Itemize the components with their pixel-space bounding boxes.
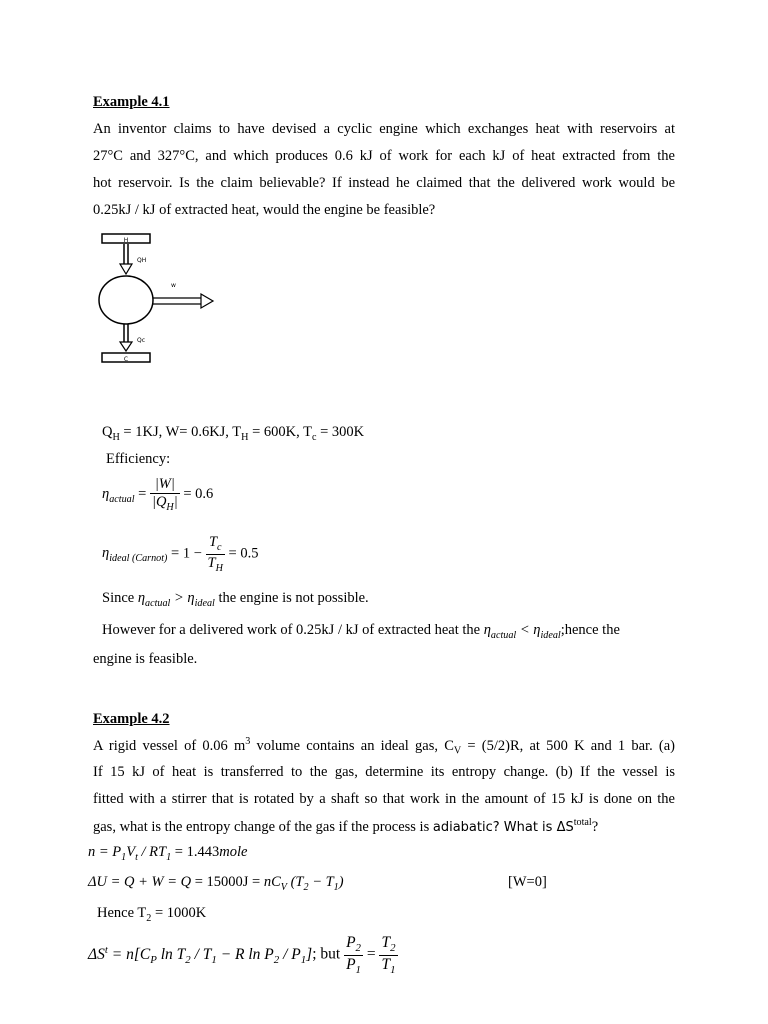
hot-reservoir-label: H bbox=[123, 237, 129, 244]
problem-line: hot reservoir. Is the claim believable? If instead he claimed that the delivered work would be bbox=[93, 175, 675, 191]
problem-line: If 15 kJ of heat is transferred to the gas, determine its entropy change. (b) If the vessel is bbox=[93, 764, 675, 780]
work-label: w bbox=[171, 282, 176, 289]
however-statement: However for a delivered work of 0.25kJ / kJ of extracted heat the $\eta_{actual}$ < $\eta_{ideal};hence$ the bbox=[102, 622, 620, 641]
problem-line: fitted with a stirrer that is rotated by a shaft so that work in the amount of 15 kJ is done on the bbox=[93, 791, 675, 807]
problem-line: 27°C and 327°C, and which produces 0.6 kJ of work for each kJ of heat extracted from the bbox=[93, 148, 675, 164]
eta-ideal-equation: $\eta_{ideal (Carnot)} = 1$ − $\frac{T_c}{T_H}$ = 0.5 bbox=[102, 534, 259, 574]
problem-line: An inventor claims to have devised a cyclic engine which exchanges heat with reservoirs at bbox=[93, 121, 675, 137]
heat-engine-diagram bbox=[95, 228, 225, 370]
eta-actual-equation: $\eta_{actual}$ = $\frac{|W|}{|Q_H|}$ = 0.6 bbox=[102, 476, 214, 513]
cold-reservoir-label: C bbox=[123, 356, 129, 363]
since-statement: Since $\eta_{actual} > \eta_{ideal}$ the engine is not possible. bbox=[102, 590, 369, 609]
problem-line: A rigid vessel of 0.06 $m^3$ volume contains an ideal gas, $C_V = (5/2)R$, at 500 K and 1 bar. (a) bbox=[93, 736, 676, 757]
example-4-2-heading: Example 4.2 bbox=[93, 711, 170, 727]
engine-circle bbox=[99, 276, 153, 324]
example-4-1-heading: Example 4.1 bbox=[93, 94, 170, 110]
given-values: $Q_H = 1KJ$, W= 0.6KJ, $T_H = 600K$, $T_c = 300K$ bbox=[102, 424, 365, 443]
work-arrow bbox=[153, 294, 213, 308]
moles-equation: $n = P_1V_t / RT_1$ = 1.443mole bbox=[88, 844, 248, 863]
however-line-2: engine is feasible. bbox=[93, 651, 198, 667]
entropy-equation: $\Delta S^t = n[C_P$ $\ln T_2 / T_1 - R$ $\ln P_2 / P_1$]; but $\frac{P_2}{P_1}$ = $\frac{T_2}{T_1}$ bbox=[88, 934, 396, 976]
qh-arrow bbox=[120, 244, 132, 274]
problem-line: gas, what is the entropy change of the gas if the process is adiabatic? What is $\Delta S^{total}$? bbox=[93, 817, 599, 835]
efficiency-label: Efficiency: bbox=[106, 451, 171, 467]
work-zero-note: [W=0] bbox=[508, 874, 547, 890]
qc-label: Qc bbox=[137, 337, 146, 344]
problem-line: 0.25kJ / kJ of extracted heat, would the engine be feasible? bbox=[93, 202, 436, 218]
qc-arrow bbox=[120, 324, 132, 351]
hence-t2: Hence $T_2 = 1000K$ bbox=[97, 905, 207, 924]
qh-label: QH bbox=[137, 257, 147, 264]
internal-energy-equation: $\Delta U = Q + W = Q = 15000J = nC_V$ $(T_2 - T_1)$ bbox=[88, 874, 344, 893]
